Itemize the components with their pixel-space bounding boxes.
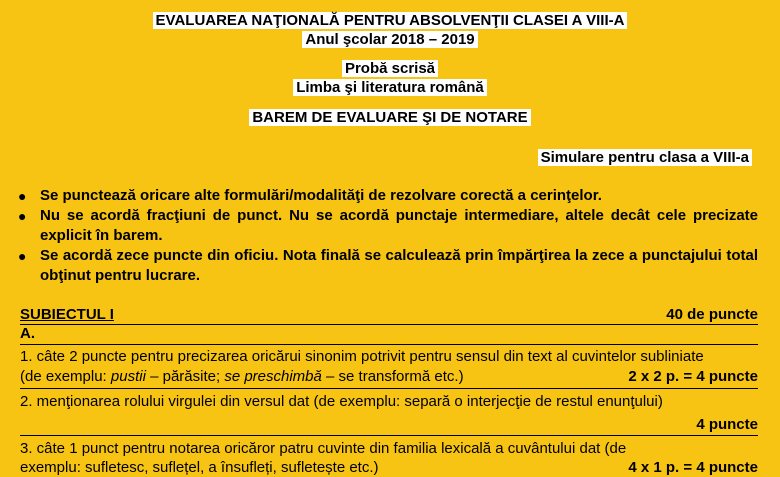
exam-type: Probă scrisă [0,60,780,78]
bullet-icon: ● [18,248,27,264]
school-year: Anul şcolar 2018 – 2019 [0,31,780,49]
item-3-line-2: exemplu: sufletesc, suflețel, a însufleți, sufletește etc.) 4 x 1 p. = 4 puncte [20,459,758,476]
item-1-line-2: (de exemplu: pustii – părăsite; se preschimbă – se transformă etc.) 2 x 2 p. = 4 puncte [20,368,758,385]
bullet-icon: ● [18,208,27,224]
bullet-icon: ● [18,188,27,204]
document-title: EVALUAREA NAŢIONALĂ PENTRU ABSOLVENŢII CLASEI A VIII-A [0,12,780,30]
section-part: A. [20,325,35,342]
divider [20,388,758,389]
section-header [20,306,758,325]
item-2-line-1: 2. menţionarea rolului virgulei din versul dat (de exemplu: separă o interjecţie de restul enunţului) [20,393,663,410]
section-points: 40 de puncte [666,306,758,323]
item-2-points: 4 puncte [696,416,758,433]
rules-list [18,186,758,286]
section-name: SUBIECTUL I [20,306,114,323]
rule-item: ● Se acordă zece puncte din oficiu. Nota finală se calculează prin împărţirea la zece a punctajului total obţinut pentru lucrare. [18,247,758,284]
divider [20,435,758,436]
divider [20,344,758,345]
item-3-line-1: 3. câte 1 punct pentru notarea oricăror patru cuvinte din familia lexicală a cuvântului dat (de [20,440,627,457]
item-1-line-1: 1. câte 2 puncte pentru precizarea oricărui sinonim potrivit pentru sensul din text al cuvintelor subliniate [20,348,704,365]
simulation-label: Simulare pentru clasa a VIII-a [538,149,752,167]
rule-item: ● Se punctează oricare alte formulări/modalităţi de rezolvare corectă a cerinţelor. [18,187,602,204]
item-3-points: 4 x 1 p. = 4 puncte [628,459,758,476]
rule-item: ● Nu se acordă fracţiuni de punct. Nu se acordă punctaje intermediare, altele decât cele precizate explicit în barem. [18,207,758,244]
subject-name: Limba şi literatura română [0,79,780,97]
document-heading: BAREM DE EVALUARE ŞI DE NOTARE [0,109,780,127]
item-1-points: 2 x 2 p. = 4 puncte [628,368,758,385]
